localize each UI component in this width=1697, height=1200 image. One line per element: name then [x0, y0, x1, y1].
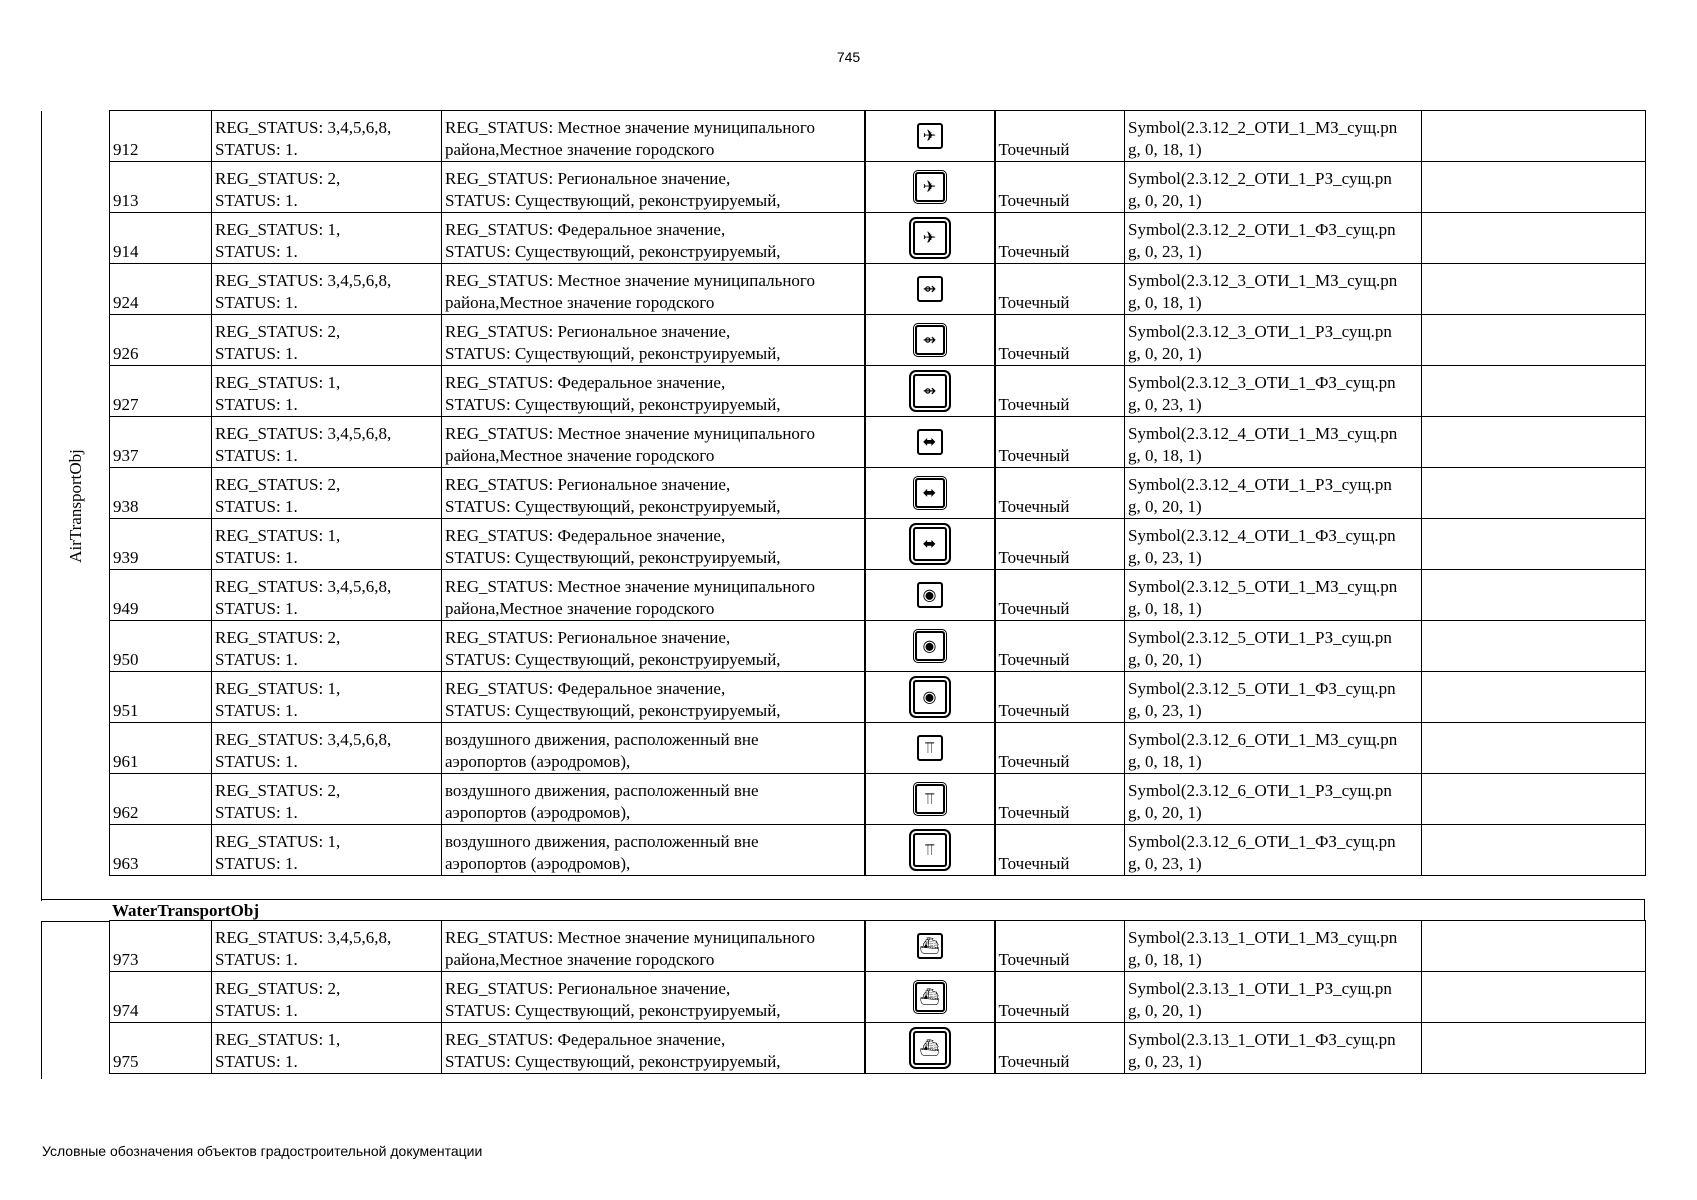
table-row — [110, 417, 1646, 468]
row-symbol-line-2: g, 0, 18, 1) — [1128, 752, 1202, 771]
row-symbol — [865, 672, 995, 723]
row-geometry-type: Точечный — [995, 315, 1125, 366]
row-desc-line-2: STATUS: Существующий, реконструируемый, — [445, 344, 781, 363]
row-status: STATUS: 1. — [215, 752, 298, 771]
row-condition — [212, 213, 442, 264]
row-empty-cell — [1422, 672, 1646, 723]
airplane-icon: ✈ — [917, 123, 943, 149]
row-geometry-type: Точечный — [995, 417, 1125, 468]
row-description — [442, 972, 865, 1023]
traffic-control-icon: ⫪ — [917, 735, 943, 761]
row-empty-cell — [1422, 519, 1646, 570]
row-condition — [212, 111, 442, 162]
row-code: 975 — [110, 1023, 212, 1074]
row-status: STATUS: 1. — [215, 242, 298, 261]
row-symbol-line-2: g, 0, 18, 1) — [1128, 140, 1202, 159]
row-desc-line-2: района,Местное значение городского — [445, 293, 715, 312]
row-code: 951 — [110, 672, 212, 723]
row-code: 962 — [110, 774, 212, 825]
plane-landing-icon: ⬌ — [915, 478, 945, 508]
row-description — [442, 825, 865, 876]
row-symbol — [865, 570, 995, 621]
row-symbol-spec — [1125, 468, 1422, 519]
row-reg-status: REG_STATUS: 1, — [215, 373, 341, 392]
row-code: 927 — [110, 366, 212, 417]
row-code: 914 — [110, 213, 212, 264]
row-desc-line-1: REG_STATUS: Местное значение муниципального — [445, 118, 815, 137]
row-desc-line-2: STATUS: Существующий, реконструируемый, — [445, 701, 781, 720]
row-empty-cell — [1422, 825, 1646, 876]
row-condition — [212, 315, 442, 366]
row-empty-cell — [1422, 774, 1646, 825]
row-status: STATUS: 1. — [215, 1052, 298, 1071]
row-condition — [212, 468, 442, 519]
row-desc-line-2: аэропортов (аэродромов), — [445, 752, 631, 771]
radio-beacon-icon: ◉ — [917, 582, 943, 608]
row-symbol-line-1: Symbol(2.3.12_5_ОТИ_1_ФЗ_сущ.pn — [1128, 679, 1396, 698]
row-description — [442, 519, 865, 570]
row-symbol-spec — [1125, 774, 1422, 825]
seaplane-icon: ⇴ — [917, 276, 943, 302]
row-condition — [212, 921, 442, 972]
row-desc-line-1: REG_STATUS: Федеральное значение, — [445, 526, 726, 545]
air-transport-table — [109, 110, 1646, 876]
row-reg-status: REG_STATUS: 2, — [215, 979, 341, 998]
row-geometry-type: Точечный — [995, 774, 1125, 825]
row-condition — [212, 417, 442, 468]
table-row — [110, 621, 1646, 672]
table-row — [110, 672, 1646, 723]
row-status: STATUS: 1. — [215, 191, 298, 210]
row-symbol — [865, 519, 995, 570]
row-geometry-type: Точечный — [995, 468, 1125, 519]
group-water-transport — [41, 921, 109, 1079]
row-symbol-line-1: Symbol(2.3.12_2_ОТИ_1_МЗ_сущ.pn — [1128, 118, 1398, 137]
row-desc-line-1: REG_STATUS: Региональное значение, — [445, 475, 731, 494]
row-geometry-type: Точечный — [995, 366, 1125, 417]
row-reg-status: REG_STATUS: 2, — [215, 781, 341, 800]
airplane-icon: ✈ — [915, 172, 945, 202]
row-status: STATUS: 1. — [215, 650, 298, 669]
row-description — [442, 774, 865, 825]
row-status: STATUS: 1. — [215, 599, 298, 618]
row-code: 924 — [110, 264, 212, 315]
row-symbol-line-1: Symbol(2.3.12_6_ОТИ_1_ФЗ_сущ.pn — [1128, 832, 1396, 851]
row-code: 939 — [110, 519, 212, 570]
row-reg-status: REG_STATUS: 1, — [215, 679, 341, 698]
table-row — [110, 468, 1646, 519]
row-desc-line-2: STATUS: Существующий, реконструируемый, — [445, 191, 781, 210]
row-symbol-spec — [1125, 1023, 1422, 1074]
row-code: 950 — [110, 621, 212, 672]
group-water-header — [41, 899, 1645, 921]
row-condition — [212, 672, 442, 723]
row-status: STATUS: 1. — [215, 854, 298, 873]
row-desc-line-2: STATUS: Существующий, реконструируемый, — [445, 1052, 781, 1071]
row-description — [442, 672, 865, 723]
row-code: 963 — [110, 825, 212, 876]
row-symbol — [865, 621, 995, 672]
table-row — [110, 972, 1646, 1023]
row-empty-cell — [1422, 264, 1646, 315]
row-symbol-spec — [1125, 672, 1422, 723]
row-condition — [212, 825, 442, 876]
row-symbol-spec — [1125, 519, 1422, 570]
row-symbol — [865, 972, 995, 1023]
row-code: 949 — [110, 570, 212, 621]
row-status: STATUS: 1. — [215, 1001, 298, 1020]
row-desc-line-2: аэропортов (аэродромов), — [445, 803, 631, 822]
row-desc-line-1: REG_STATUS: Местное значение муниципального — [445, 271, 815, 290]
row-reg-status: REG_STATUS: 3,4,5,6,8, — [215, 577, 392, 596]
row-symbol-line-1: Symbol(2.3.12_3_ОТИ_1_РЗ_сущ.pn — [1128, 322, 1392, 341]
seaplane-icon: ⇴ — [915, 325, 945, 355]
row-description — [442, 264, 865, 315]
row-symbol — [865, 723, 995, 774]
row-status: STATUS: 1. — [215, 497, 298, 516]
row-desc-line-2: STATUS: Существующий, реконструируемый, — [445, 242, 781, 261]
row-description — [442, 921, 865, 972]
plane-landing-icon: ⬌ — [917, 429, 943, 455]
row-code: 937 — [110, 417, 212, 468]
row-geometry-type: Точечный — [995, 621, 1125, 672]
row-status: STATUS: 1. — [215, 344, 298, 363]
row-description — [442, 570, 865, 621]
ship-icon: ⛴ — [917, 933, 943, 959]
row-empty-cell — [1422, 213, 1646, 264]
row-status: STATUS: 1. — [215, 803, 298, 822]
row-desc-line-2: района,Местное значение городского — [445, 599, 715, 618]
airplane-icon: ✈ — [913, 221, 947, 255]
row-symbol-line-1: Symbol(2.3.13_1_ОТИ_1_РЗ_сущ.pn — [1128, 979, 1392, 998]
row-reg-status: REG_STATUS: 3,4,5,6,8, — [215, 730, 392, 749]
row-symbol-line-2: g, 0, 20, 1) — [1128, 650, 1202, 669]
row-empty-cell — [1422, 972, 1646, 1023]
row-code: 938 — [110, 468, 212, 519]
row-symbol-line-1: Symbol(2.3.12_4_ОТИ_1_РЗ_сущ.pn — [1128, 475, 1392, 494]
row-symbol-line-1: Symbol(2.3.12_2_ОТИ_1_ФЗ_сущ.pn — [1128, 220, 1396, 239]
radio-beacon-icon: ◉ — [913, 680, 947, 714]
row-symbol-line-2: g, 0, 20, 1) — [1128, 803, 1202, 822]
row-symbol-spec — [1125, 213, 1422, 264]
row-desc-line-2: аэропортов (аэродромов), — [445, 854, 631, 873]
row-status: STATUS: 1. — [215, 140, 298, 159]
group-water-label: WaterTransportObj — [112, 901, 260, 920]
row-desc-line-2: STATUS: Существующий, реконструируемый, — [445, 650, 781, 669]
row-condition — [212, 366, 442, 417]
row-desc-line-1: REG_STATUS: Федеральное значение, — [445, 1030, 726, 1049]
row-symbol-line-1: Symbol(2.3.12_2_ОТИ_1_РЗ_сущ.pn — [1128, 169, 1392, 188]
table-row — [110, 774, 1646, 825]
row-symbol-line-1: Symbol(2.3.12_5_ОТИ_1_РЗ_сущ.pn — [1128, 628, 1392, 647]
row-condition — [212, 264, 442, 315]
row-symbol — [865, 315, 995, 366]
row-desc-line-1: REG_STATUS: Федеральное значение, — [445, 679, 726, 698]
row-code: 926 — [110, 315, 212, 366]
row-desc-line-1: REG_STATUS: Местное значение муниципального — [445, 928, 815, 947]
row-symbol-line-1: Symbol(2.3.12_4_ОТИ_1_МЗ_сущ.pn — [1128, 424, 1398, 443]
row-desc-line-1: REG_STATUS: Местное значение муниципального — [445, 424, 815, 443]
row-empty-cell — [1422, 366, 1646, 417]
row-condition — [212, 519, 442, 570]
row-reg-status: REG_STATUS: 1, — [215, 1030, 341, 1049]
row-description — [442, 315, 865, 366]
row-description — [442, 213, 865, 264]
table-row — [110, 519, 1646, 570]
traffic-control-icon: ⫪ — [915, 784, 945, 814]
row-symbol — [865, 1023, 995, 1074]
row-reg-status: REG_STATUS: 2, — [215, 169, 341, 188]
row-symbol-line-2: g, 0, 18, 1) — [1128, 950, 1202, 969]
traffic-control-icon: ⫪ — [913, 833, 947, 867]
row-code: 913 — [110, 162, 212, 213]
row-empty-cell — [1422, 1023, 1646, 1074]
row-symbol-spec — [1125, 825, 1422, 876]
row-reg-status: REG_STATUS: 3,4,5,6,8, — [215, 928, 392, 947]
row-description — [442, 1023, 865, 1074]
row-geometry-type: Точечный — [995, 264, 1125, 315]
row-reg-status: REG_STATUS: 1, — [215, 832, 341, 851]
row-symbol-line-2: g, 0, 20, 1) — [1128, 497, 1202, 516]
row-description — [442, 621, 865, 672]
row-symbol — [865, 417, 995, 468]
row-empty-cell — [1422, 621, 1646, 672]
table-row — [110, 723, 1646, 774]
row-reg-status: REG_STATUS: 2, — [215, 322, 341, 341]
row-geometry-type: Точечный — [995, 570, 1125, 621]
table-row — [110, 213, 1646, 264]
row-desc-line-2: района,Местное значение городского — [445, 950, 715, 969]
row-symbol-line-2: g, 0, 23, 1) — [1128, 548, 1202, 567]
row-geometry-type: Точечный — [995, 921, 1125, 972]
row-symbol — [865, 468, 995, 519]
row-empty-cell — [1422, 111, 1646, 162]
row-symbol — [865, 366, 995, 417]
table-row — [110, 366, 1646, 417]
row-status: STATUS: 1. — [215, 293, 298, 312]
row-reg-status: REG_STATUS: 1, — [215, 526, 341, 545]
row-description — [442, 723, 865, 774]
row-symbol — [865, 921, 995, 972]
row-symbol-line-2: g, 0, 23, 1) — [1128, 1052, 1202, 1071]
row-geometry-type: Точечный — [995, 672, 1125, 723]
table-row — [110, 315, 1646, 366]
row-symbol-spec — [1125, 417, 1422, 468]
row-description — [442, 468, 865, 519]
row-desc-line-1: REG_STATUS: Федеральное значение, — [445, 220, 726, 239]
row-desc-line-2: STATUS: Существующий, реконструируемый, — [445, 395, 781, 414]
table-row — [110, 1023, 1646, 1074]
row-desc-line-1: REG_STATUS: Региональное значение, — [445, 628, 731, 647]
row-empty-cell — [1422, 417, 1646, 468]
row-symbol-line-1: Symbol(2.3.12_6_ОТИ_1_РЗ_сущ.pn — [1128, 781, 1392, 800]
row-condition — [212, 570, 442, 621]
row-desc-line-2: STATUS: Существующий, реконструируемый, — [445, 548, 781, 567]
row-symbol-line-1: Symbol(2.3.12_3_ОТИ_1_МЗ_сущ.pn — [1128, 271, 1398, 290]
row-geometry-type: Точечный — [995, 162, 1125, 213]
row-symbol — [865, 264, 995, 315]
row-empty-cell — [1422, 315, 1646, 366]
row-symbol-spec — [1125, 621, 1422, 672]
row-symbol-spec — [1125, 366, 1422, 417]
row-desc-line-1: REG_STATUS: Региональное значение, — [445, 322, 731, 341]
row-empty-cell — [1422, 468, 1646, 519]
row-reg-status: REG_STATUS: 3,4,5,6,8, — [215, 424, 392, 443]
row-symbol-spec — [1125, 264, 1422, 315]
row-reg-status: REG_STATUS: 3,4,5,6,8, — [215, 271, 392, 290]
row-reg-status: REG_STATUS: 2, — [215, 475, 341, 494]
row-symbol-line-2: g, 0, 20, 1) — [1128, 344, 1202, 363]
row-status: STATUS: 1. — [215, 548, 298, 567]
water-transport-table — [109, 920, 1646, 1074]
row-symbol-line-2: g, 0, 18, 1) — [1128, 446, 1202, 465]
row-symbol-spec — [1125, 972, 1422, 1023]
ship-icon: ⛴ — [915, 982, 945, 1012]
row-geometry-type: Точечный — [995, 519, 1125, 570]
row-reg-status: REG_STATUS: 1, — [215, 220, 341, 239]
row-symbol-line-1: Symbol(2.3.13_1_ОТИ_1_ФЗ_сущ.pn — [1128, 1030, 1396, 1049]
page-number: 745 — [836, 49, 861, 65]
row-status: STATUS: 1. — [215, 950, 298, 969]
row-geometry-type: Точечный — [995, 1023, 1125, 1074]
row-desc-line-1: воздушного движения, расположенный вне — [445, 730, 759, 749]
row-condition — [212, 162, 442, 213]
row-description — [442, 366, 865, 417]
row-status: STATUS: 1. — [215, 395, 298, 414]
radio-beacon-icon: ◉ — [915, 631, 945, 661]
row-symbol — [865, 111, 995, 162]
table-row — [110, 570, 1646, 621]
row-desc-line-1: воздушного движения, расположенный вне — [445, 832, 759, 851]
row-code: 973 — [110, 921, 212, 972]
row-symbol-line-2: g, 0, 23, 1) — [1128, 701, 1202, 720]
row-desc-line-1: REG_STATUS: Местное значение муниципального — [445, 577, 815, 596]
row-symbol-spec — [1125, 162, 1422, 213]
row-symbol-line-1: Symbol(2.3.13_1_ОТИ_1_МЗ_сущ.pn — [1128, 928, 1398, 947]
row-condition — [212, 1023, 442, 1074]
row-geometry-type: Точечный — [995, 723, 1125, 774]
row-desc-line-2: STATUS: Существующий, реконструируемый, — [445, 1001, 781, 1020]
row-desc-line-2: STATUS: Существующий, реконструируемый, — [445, 497, 781, 516]
row-symbol-spec — [1125, 921, 1422, 972]
ship-icon: ⛴ — [913, 1031, 947, 1065]
row-symbol-line-2: g, 0, 20, 1) — [1128, 191, 1202, 210]
row-symbol — [865, 162, 995, 213]
page-footer: Условные обозначения объектов градостроительной документации — [42, 1143, 483, 1159]
row-symbol-line-1: Symbol(2.3.12_5_ОТИ_1_МЗ_сущ.pn — [1128, 577, 1398, 596]
row-symbol-line-1: Symbol(2.3.12_6_ОТИ_1_МЗ_сущ.pn — [1128, 730, 1398, 749]
row-symbol-line-2: g, 0, 20, 1) — [1128, 1001, 1202, 1020]
row-symbol-line-2: g, 0, 23, 1) — [1128, 395, 1202, 414]
row-symbol-spec — [1125, 111, 1422, 162]
row-description — [442, 162, 865, 213]
row-symbol-spec — [1125, 315, 1422, 366]
row-code: 961 — [110, 723, 212, 774]
group-air-label: AirTransportObj — [66, 449, 85, 563]
table-row — [110, 825, 1646, 876]
row-symbol-line-1: Symbol(2.3.12_4_ОТИ_1_ФЗ_сущ.pn — [1128, 526, 1396, 545]
seaplane-icon: ⇴ — [913, 374, 947, 408]
table-row — [110, 264, 1646, 315]
row-geometry-type: Точечный — [995, 825, 1125, 876]
row-reg-status: REG_STATUS: 2, — [215, 628, 341, 647]
row-code: 974 — [110, 972, 212, 1023]
row-symbol — [865, 825, 995, 876]
row-geometry-type: Точечный — [995, 972, 1125, 1023]
table-row — [110, 111, 1646, 162]
row-status: STATUS: 1. — [215, 701, 298, 720]
row-symbol-line-2: g, 0, 23, 1) — [1128, 854, 1202, 873]
row-empty-cell — [1422, 723, 1646, 774]
row-description — [442, 111, 865, 162]
row-condition — [212, 972, 442, 1023]
row-empty-cell — [1422, 162, 1646, 213]
row-desc-line-2: района,Местное значение городского — [445, 446, 715, 465]
row-desc-line-1: REG_STATUS: Региональное значение, — [445, 979, 731, 998]
row-symbol-line-1: Symbol(2.3.12_3_ОТИ_1_ФЗ_сущ.pn — [1128, 373, 1396, 392]
group-air-transport — [41, 111, 109, 901]
row-status: STATUS: 1. — [215, 446, 298, 465]
row-desc-line-1: REG_STATUS: Федеральное значение, — [445, 373, 726, 392]
row-empty-cell — [1422, 570, 1646, 621]
row-symbol-spec — [1125, 723, 1422, 774]
row-geometry-type: Точечный — [995, 213, 1125, 264]
table-row — [110, 921, 1646, 972]
row-geometry-type: Точечный — [995, 111, 1125, 162]
row-description — [442, 417, 865, 468]
row-condition — [212, 774, 442, 825]
row-code: 912 — [110, 111, 212, 162]
table-row — [110, 162, 1646, 213]
row-condition — [212, 723, 442, 774]
row-reg-status: REG_STATUS: 3,4,5,6,8, — [215, 118, 392, 137]
row-symbol-line-2: g, 0, 23, 1) — [1128, 242, 1202, 261]
row-symbol-spec — [1125, 570, 1422, 621]
row-desc-line-1: REG_STATUS: Региональное значение, — [445, 169, 731, 188]
row-empty-cell — [1422, 921, 1646, 972]
row-symbol — [865, 213, 995, 264]
row-condition — [212, 621, 442, 672]
row-desc-line-1: воздушного движения, расположенный вне — [445, 781, 759, 800]
row-desc-line-2: района,Местное значение городского — [445, 140, 715, 159]
row-symbol-line-2: g, 0, 18, 1) — [1128, 293, 1202, 312]
row-symbol — [865, 774, 995, 825]
row-symbol-line-2: g, 0, 18, 1) — [1128, 599, 1202, 618]
plane-landing-icon: ⬌ — [913, 527, 947, 561]
